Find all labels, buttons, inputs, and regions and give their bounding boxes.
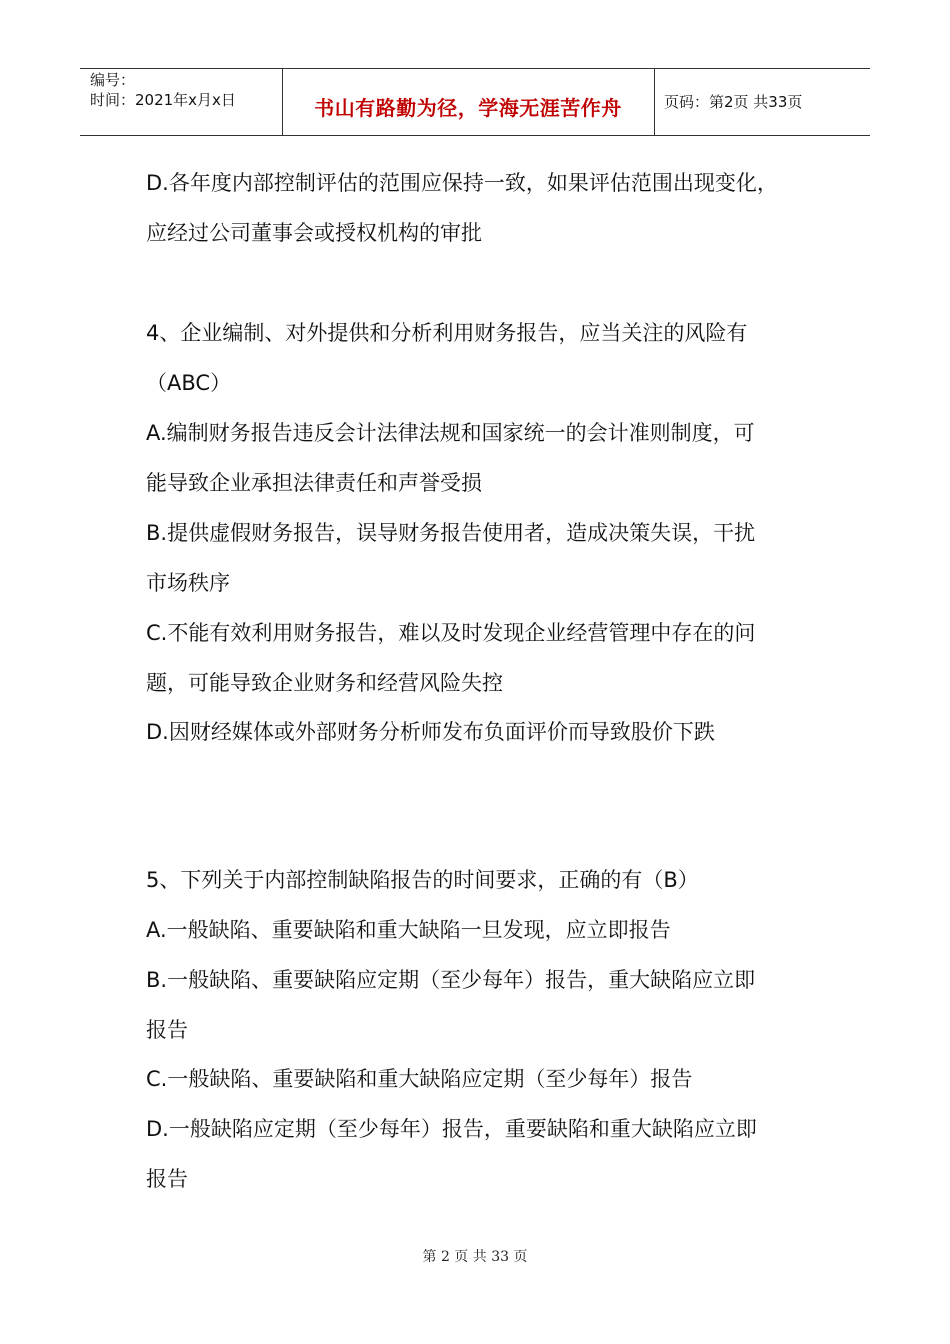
header-top-rule <box>80 68 870 69</box>
page-header <box>80 68 870 136</box>
text-line: 题，可能导致企业财务和经营风险失控 <box>146 671 503 695</box>
text-line: （ABC） <box>146 371 232 395</box>
option-a: A.编制财务报告违反会计法律法规和国家统一的会计准则制度，可 <box>146 421 755 445</box>
text-line: 能导致企业承担法律责任和声誉受损 <box>146 471 482 495</box>
text-line: 应经过公司董事会或授权机构的审批 <box>146 221 482 245</box>
document-time-label: 时间：2021年x月x日 <box>90 91 236 109</box>
text-line: D.各年度内部控制评估的范围应保持一致，如果评估范围出现变化， <box>146 171 778 195</box>
text-line: 报告 <box>146 1018 188 1042</box>
question-4: 4、企业编制、对外提供和分析利用财务报告，应当关注的风险有 <box>146 321 748 345</box>
question-5: 5、下列关于内部控制缺陷报告的时间要求，正确的有（B） <box>146 868 699 892</box>
page-info: 页码：第2页 共33页 <box>664 93 803 111</box>
header-motto: 书山有路勤为径，学海无涯苦作舟 <box>314 96 622 120</box>
option-c: C.一般缺陷、重要缺陷和重大缺陷应定期（至少每年）报告 <box>146 1067 693 1091</box>
text-line: 市场秩序 <box>146 571 230 595</box>
option-b: B.一般缺陷、重要缺陷应定期（至少每年）报告，重大缺陷应立即 <box>146 968 756 992</box>
page-footer: 第 2 页 共 33 页 <box>422 1249 528 1265</box>
option-c: C.不能有效利用财务报告，难以及时发现企业经营管理中存在的问 <box>146 621 756 645</box>
header-divider <box>654 68 655 136</box>
header-bottom-rule <box>80 135 870 136</box>
option-a: A.一般缺陷、重要缺陷和重大缺陷一旦发现，应立即报告 <box>146 918 671 942</box>
text-line: 报告 <box>146 1167 188 1191</box>
option-d: D.一般缺陷应定期（至少每年）报告，重要缺陷和重大缺陷应立即 <box>146 1117 757 1141</box>
document-number-label: 编号： <box>90 71 136 89</box>
option-d: D.因财经媒体或外部财务分析师发布负面评价而导致股价下跌 <box>146 720 715 744</box>
option-b: B.提供虚假财务报告，误导财务报告使用者，造成决策失误，干扰 <box>146 521 756 545</box>
